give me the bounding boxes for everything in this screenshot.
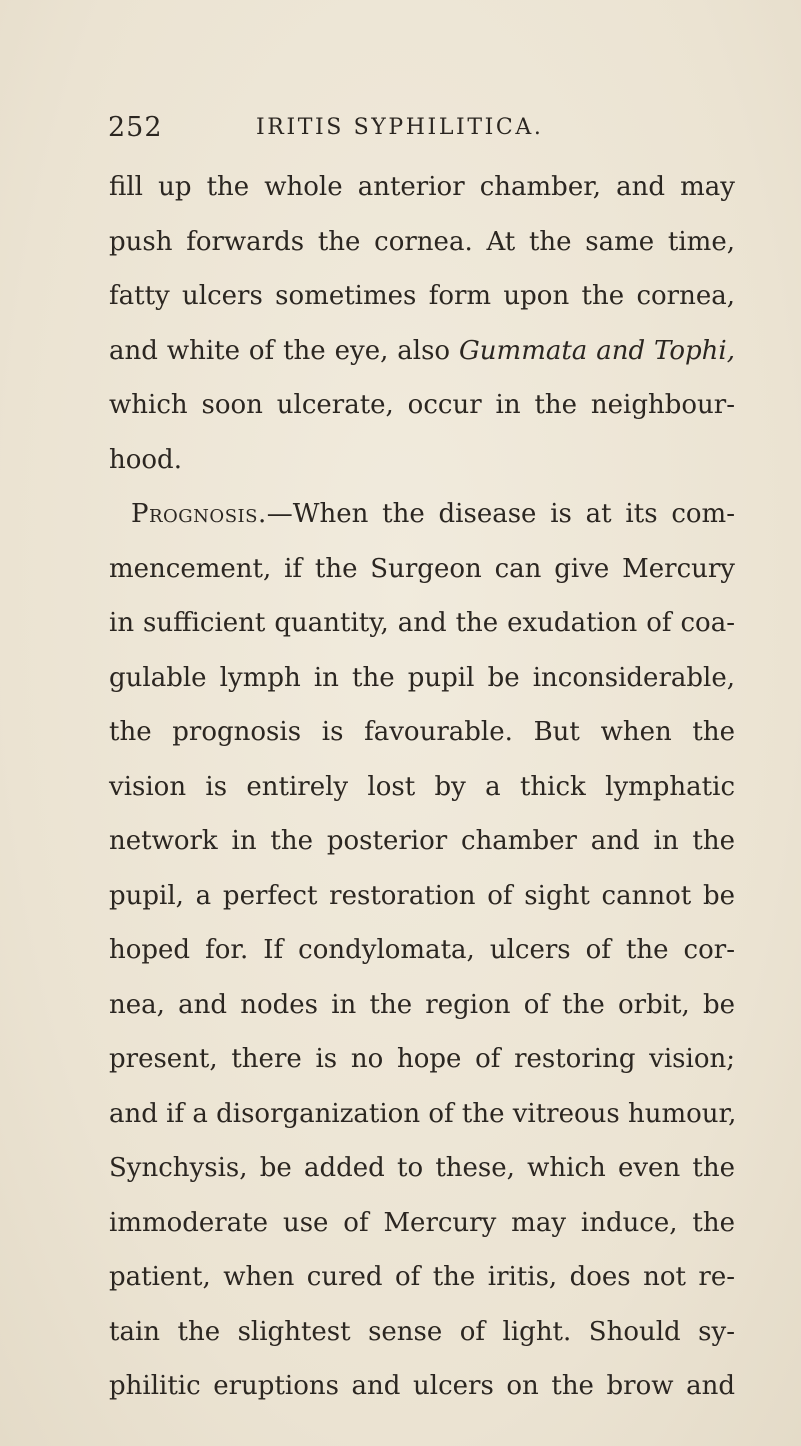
section-heading-prognosis: Prognosis. <box>131 499 267 529</box>
running-head <box>0 112 801 152</box>
text-line: gulable lymph in the pupil be inconsiderable, <box>109 662 735 693</box>
text-line: hoped for. If condylomata, ulcers of the cor- <box>109 935 735 965</box>
text-line: Synchysis, be added to these, which even the <box>109 1153 735 1183</box>
text-line: vision is entirely lost by a thick lymphatic <box>109 771 735 802</box>
text-line: network in the posterior chamber and in the <box>109 826 735 856</box>
text-segment: —When the disease is at its com- <box>266 499 735 529</box>
text-line: tain the slightest sense of light. Should sy- <box>109 1316 735 1347</box>
text-line <box>109 487 735 542</box>
text-line: which soon ulcerate, occur in the neighbour- <box>109 390 735 420</box>
text-segment: and white of the eye, also <box>109 335 460 366</box>
page-number: 252 <box>108 112 163 143</box>
text-line: fill up the whole anterior chamber, and may <box>109 172 735 202</box>
text-line: patient, when cured of the iritis, does not re- <box>109 1262 735 1292</box>
text-line: in sufficient quantity, and the exudation of coa- <box>109 608 735 638</box>
text-line: push forwards the cornea. At the same time, <box>109 226 735 257</box>
running-title: IRITIS SYPHILITICA. <box>256 115 544 140</box>
text-line: and if a disorganization of the vitreous humour, <box>109 1098 737 1129</box>
text-line: present, there is no hope of restoring vision; <box>109 1044 735 1074</box>
text-line <box>109 324 735 379</box>
italic-terms: Gummata and Tophi, <box>459 335 736 366</box>
text-line: philitic eruptions and ulcers on the brow and <box>109 1371 735 1401</box>
body-text <box>109 160 735 1414</box>
text-line: mencement, if the Surgeon can give Mercury <box>109 553 735 584</box>
text-line: pupil, a perfect restoration of sight cannot be <box>109 880 735 911</box>
text-line: hood. <box>109 444 182 475</box>
text-line: immoderate use of Mercury may induce, the <box>109 1207 735 1238</box>
text-line: nea, and nodes in the region of the orbit, be <box>109 989 735 1020</box>
text-line: the prognosis is favourable. But when the <box>109 717 735 747</box>
text-line: fatty ulcers sometimes form upon the cornea, <box>109 281 735 311</box>
